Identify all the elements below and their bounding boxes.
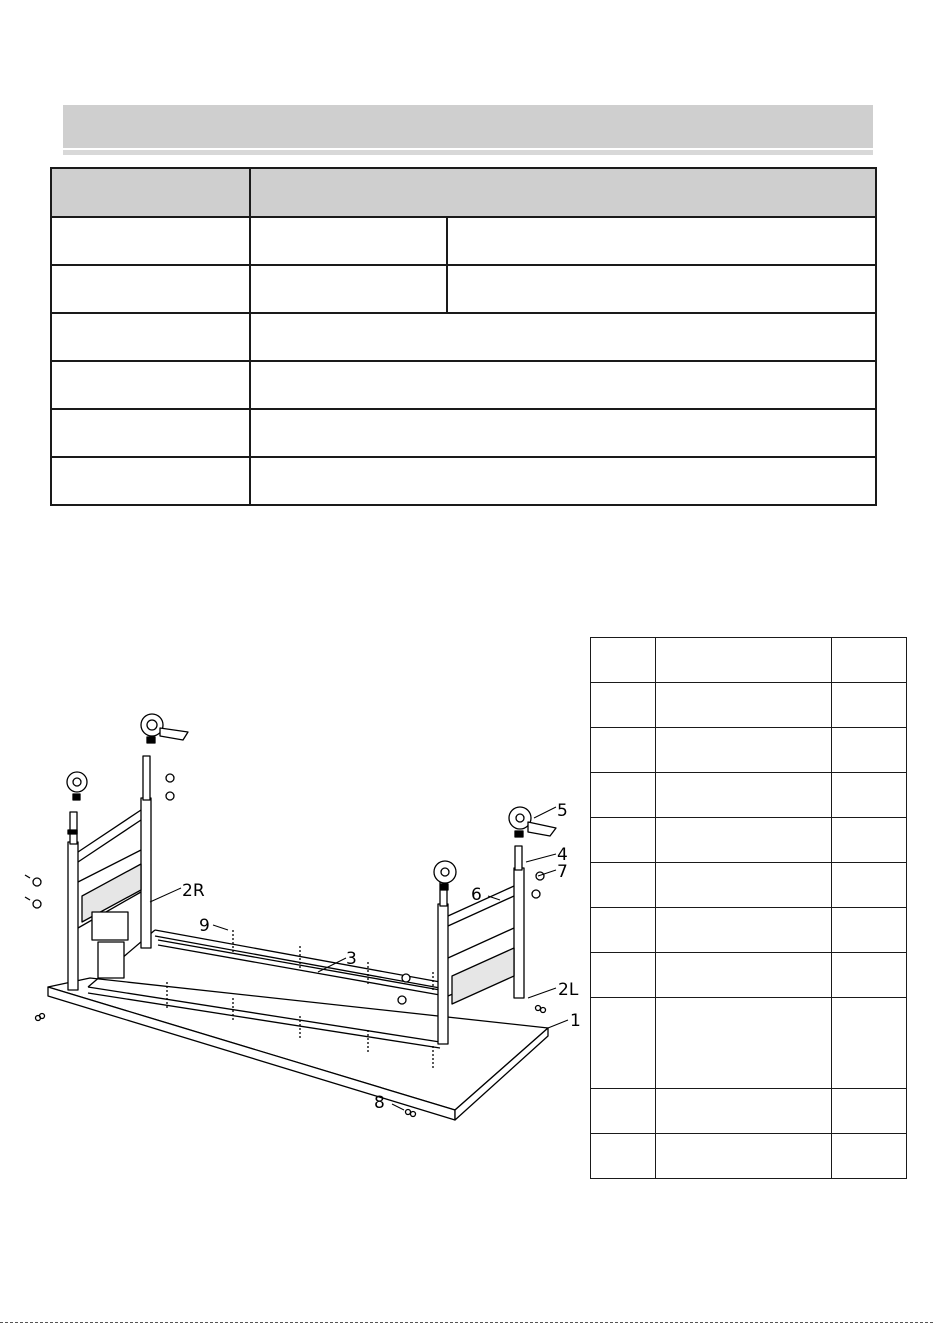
spec-row bbox=[51, 265, 876, 313]
parts-row bbox=[591, 953, 907, 998]
section-header-bar bbox=[63, 105, 873, 148]
section-header-rule bbox=[63, 150, 873, 155]
table-top-panel bbox=[48, 978, 548, 1120]
spec-cell bbox=[250, 457, 876, 505]
spec-header-cell bbox=[250, 168, 876, 217]
spec-cell bbox=[51, 457, 250, 505]
spec-cell bbox=[51, 361, 250, 409]
label-side-frame-left: 2L bbox=[558, 980, 579, 1000]
label-bolt: 8 bbox=[374, 1093, 385, 1113]
spec-cell bbox=[250, 217, 447, 265]
spec-cell bbox=[250, 361, 876, 409]
parts-row bbox=[591, 998, 907, 1089]
parts-row bbox=[591, 728, 907, 773]
label-leg: 4 bbox=[557, 845, 568, 865]
spec-cell bbox=[447, 217, 876, 265]
parts-row bbox=[591, 1134, 907, 1179]
label-knob: 7 bbox=[557, 862, 568, 882]
spec-table bbox=[50, 167, 877, 506]
parts-row bbox=[591, 638, 907, 683]
spec-header-cell bbox=[51, 168, 250, 217]
spec-cell bbox=[51, 313, 250, 361]
spec-row bbox=[51, 313, 876, 361]
spec-cell bbox=[250, 313, 876, 361]
parts-table bbox=[590, 637, 907, 1179]
spec-cell bbox=[447, 265, 876, 313]
page-bottom-edge bbox=[0, 1322, 933, 1323]
spec-row bbox=[51, 217, 876, 265]
spec-cell bbox=[51, 217, 250, 265]
label-screw: 9 bbox=[199, 916, 210, 936]
parts-row bbox=[591, 818, 907, 863]
parts-row bbox=[591, 1089, 907, 1134]
spec-cell bbox=[51, 409, 250, 457]
spec-table-header-row bbox=[51, 168, 876, 217]
parts-row bbox=[591, 773, 907, 818]
label-caster: 5 bbox=[557, 801, 568, 821]
spec-cell bbox=[250, 409, 876, 457]
spec-cell bbox=[250, 265, 447, 313]
parts-row bbox=[591, 908, 907, 953]
parts-row bbox=[591, 683, 907, 728]
exploded-assembly-diagram bbox=[0, 690, 590, 1140]
spec-row bbox=[51, 361, 876, 409]
spec-row bbox=[51, 457, 876, 505]
parts-row bbox=[591, 863, 907, 908]
spec-row bbox=[51, 409, 876, 457]
label-end-cap: 6 bbox=[471, 885, 482, 905]
label-side-frame-right: 2R bbox=[182, 881, 205, 901]
crossbar bbox=[158, 940, 440, 995]
spec-cell bbox=[51, 265, 250, 313]
label-crossbar: 3 bbox=[346, 949, 357, 969]
label-table-top: 1 bbox=[570, 1011, 581, 1031]
